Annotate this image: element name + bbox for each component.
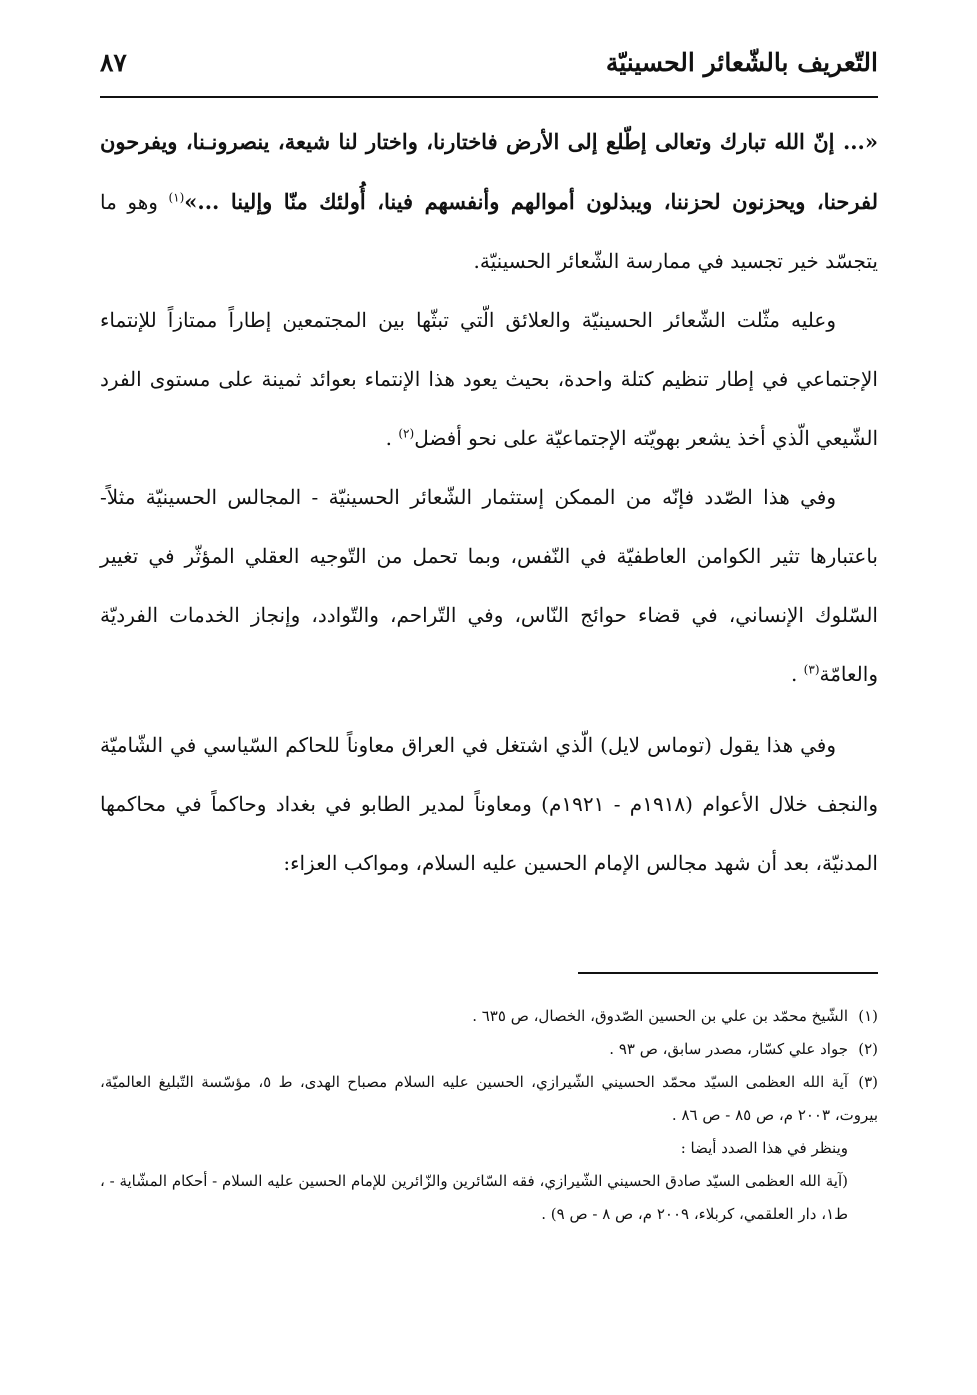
paragraph-3 [100,468,878,704]
paragraph-2-text: وعليه مثّلت الشّعائر الحسينيّة والعلائق الّتي تبثّها بين المجتمعين إطاراً ممتازاً للإنتماء الإجتماعي في إطار تنظيم كتلة واحدة، بحيث يعود هذا الإنتماء بعوائد ثمينة على مستوى الفرد الشّيعي الّذي أخذ يشعر بهويّته الإجتماعيّة على نحو أفضل [100,308,878,450]
paragraph-2-end: . [385,426,399,450]
paragraph-3-end: . [790,662,804,686]
hadith-quote: «... إنّ الله تبارك وتعالى إطّلع إلى الأرض فاختارنا، واختار لنا شيعة، ينصرونـنا، ويفرحون لفرحنا، ويحزنون لحزننا، ويبذلون أموالهم وأنفسهم فينا، أُولئك منّا وإلينا ...» [100,129,879,214]
footnote-2 [100,1033,878,1066]
footnote-separator [578,972,878,974]
footnote-text: جواد علي كسّار، مصدر سابق، ص ٩٣ . [609,1040,848,1058]
footnote-3 [100,1066,878,1132]
footnote-number: (١) [858,1007,878,1025]
footnote-number: (٣) [858,1073,878,1091]
paragraph-3-text: وفي هذا الصّدد فإنّه من الممكن إستثمار الشّعائر الحسينيّة - المجالس الحسينيّة مثلاً- باعتبارها تثير الكوامن العاطفيّة في النّفس، وبما تحمل من التّوجيه العقلي المؤثّر في تغيير السّلوك الإنساني، في قضاء حوائج النّاس، وفي التّراحم، والتّوادد، وإنجاز الخدمات الفرديّة والعامّة [100,485,878,686]
footnote-1 [100,1000,878,1033]
footnote-number: (٢) [858,1040,878,1058]
footnote-text: الشّيخ محمّد بن علي بن الحسين الصّدوق، الخصال، ص ٦٣٥ . [472,1007,848,1025]
quote-continuation: وهو ما يتجسّد خير تجسيد في ممارسة الشّعائر الحسينيّة. [100,190,878,273]
header-title: التّعريف بالشّعائر الحسينيّة [605,48,878,77]
footnote-3-see-also: وينظر في هذا الصدد أيضا : [680,1139,848,1157]
footnote-text: آية الله العظمى السيّد محمّد الحسيني الشّيرازي، الحسين عليه السلام مصباح الهدى، ط ٥، مؤسّسة التّبليغ العالميّة، بيروت، ٢٠٠٣ م، ص ٨٥ - ص ٨٦ . [100,1073,878,1124]
paragraph-4-text: وفي هذا يقول (توماس لايل) الّذي اشتغل في العراق معاوناً للحاكم السّياسي في الشّاميّة والنجف خلال الأعوام (١٩١٨م - ١٩٢١م) ومعاوناً لمدير الطابو في بغداد وحاكماً في محاكمها المدنيّة، بعد أن شهد مجالس الإمام الحسين عليه السلام، ومواكب العزاء: [100,733,879,875]
footnote-ref-1: (١) [168,190,185,205]
paragraph-4 [100,716,878,893]
footnote-3-reference: (آية الله العظمى السيّد صادق الحسيني الشّيرازي، فقه السّائرين والزّائرين للإمام الحسين عليه السلام - أحكام المشّاية - ، ط١، دار العلقمي، كربلاء، ٢٠٠٩ م، ص ٨ - ص ٩) . [100,1172,848,1223]
footnote-ref-3: (٣) [803,662,820,677]
footnotes [100,1000,878,1231]
page-number: ٨٧ [100,48,127,77]
book-page [100,0,878,1395]
paragraph-quote [100,112,878,291]
footnote-ref-2: (٢) [398,426,415,441]
body-text [100,112,878,893]
paragraph-2 [100,291,878,468]
running-header [100,46,878,98]
